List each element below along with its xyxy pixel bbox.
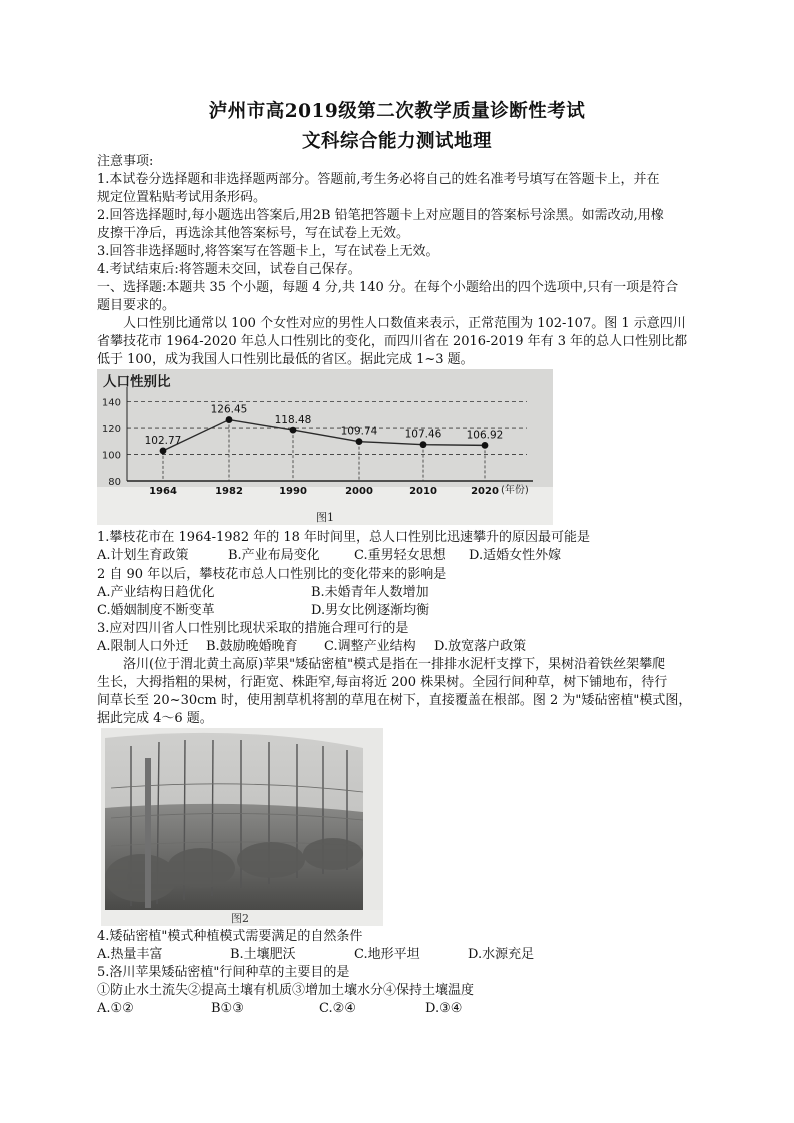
data-point [290, 427, 297, 434]
q1-option-d[interactable]: D.适婚女性外嫁 [469, 548, 562, 563]
q2-option-a[interactable]: A.产业结构日趋优化 [97, 585, 215, 600]
passage2-line-1: 洛川(位于渭北黄土高原)苹果"矮砧密植"模式是指在一排排水泥杆支撑下，果树沿着铁丝架攀爬 [123, 657, 666, 672]
passage1-line-1: 人口性别比通常以 100 个女性对应的男性人口数值来表示，正常范围为 102-107。图 1 示意四川 [123, 316, 686, 331]
notice-line-3: 3.回答非选择题时,将答案写在答题卡上，写在试卷上无效。 [97, 244, 439, 259]
passage2-line-2: 生长，大拇指粗的果树，行距宽、株距窄,每亩将近 200 株果树。全园行间种草，树下铺地布，待行 [97, 675, 668, 690]
q5-option-a[interactable]: A.①② [97, 1001, 134, 1016]
data-label: 107.46 [404, 428, 442, 441]
notice-heading: 注意事项: [97, 154, 154, 169]
figure-1-caption: 图1 [316, 511, 334, 524]
q2-option-b[interactable]: B.未婚青年人数增加 [311, 585, 429, 600]
q2-stem: 2 自 90 年以后，攀枝花市总人口性别比的变化带来的影响是 [97, 567, 447, 582]
passage1-line-3: 低于 100，成为我国人口性别比最低的省区。据此完成 1~3 题。 [97, 352, 474, 367]
data-point [160, 447, 167, 454]
y-tick-label: 140 [101, 397, 121, 409]
q4-option-b[interactable]: B.土壤肥沃 [230, 947, 296, 962]
x-tick-label: 1982 [215, 486, 243, 497]
q2-options-row2 [97, 602, 429, 621]
notice-line-2b: 皮擦干净后，再选涂其他答案标号，写在试卷上无效。 [97, 226, 410, 241]
q1-option-b[interactable]: B.产业布局变化 [228, 548, 320, 563]
q1-option-a[interactable]: A.计划生育政策 [97, 548, 189, 563]
q3-option-a[interactable]: A.限制人口外迁 [97, 639, 189, 654]
data-point [226, 416, 233, 423]
y-tick-label: 100 [101, 450, 121, 462]
q1-stem: 1.攀枝花市在 1964-1982 年的 18 年时间里，总人口性别比迅速攀升的原因最可能是 [97, 530, 591, 545]
q4-option-c[interactable]: C.地形平坦 [354, 947, 420, 962]
q5-option-c[interactable]: C.②④ [319, 1001, 356, 1016]
notice-line-1b: 规定位置粘贴考试用条形码。 [97, 190, 267, 205]
y-tick-label: 120 [101, 424, 121, 436]
notice-line-4: 4.考试结束后:将答题未交回，试卷自己保存。 [97, 262, 361, 277]
q1-options [97, 547, 561, 566]
q4-options [97, 946, 534, 965]
data-label: 118.48 [274, 414, 312, 427]
sex-ratio-chart [97, 369, 553, 525]
q5-option-d[interactable]: D.③④ [425, 1001, 463, 1016]
q4-option-a[interactable]: A.热量丰富 [97, 947, 163, 962]
data-label: 126.45 [210, 403, 248, 416]
passage1-line-2: 省攀技花市 1964-2020 年总人口性别比的变化，而四川省在 2016-2019 年有 3 年的总人口性别比都 [97, 334, 688, 349]
figure-2-caption: 图2 [231, 912, 249, 925]
exam-subtitle: 文科综合能力测试地理 [301, 131, 492, 152]
q4-option-d[interactable]: D.水源充足 [468, 947, 535, 962]
exam-title: 泸州市高2019级第二次教学质量诊断性考试 [208, 101, 586, 122]
figure-1-chart [97, 369, 553, 525]
x-tick-label: 2020 [471, 486, 499, 497]
q5-stem: 5.洛川苹果矮砧密植"行间种草的主要目的是 [97, 965, 350, 980]
q5-options [97, 1000, 462, 1019]
figure-2-photo [101, 728, 383, 926]
q2-option-c[interactable]: C.婚姻制度不断变革 [97, 603, 215, 618]
x-tick-label: 1990 [279, 486, 307, 497]
q3-stem: 3.应对四川省人口性别比现状采取的措施合理可行的是 [97, 621, 409, 636]
q3-option-b[interactable]: B.鼓励晚婚晚育 [206, 639, 298, 654]
passage2-line-4: 据此完成 4～6 题。 [97, 711, 213, 726]
q5-option-b[interactable]: B①③ [211, 1001, 244, 1016]
section-heading-2: 题目要求的。 [97, 298, 176, 313]
data-label: 106.92 [466, 429, 504, 442]
data-point [356, 438, 363, 445]
data-label: 102.77 [144, 434, 182, 447]
data-point [482, 442, 489, 449]
x-tick-label: 1964 [149, 486, 177, 497]
chart-title: 人口性别比 [103, 374, 171, 390]
data-label: 109.74 [340, 425, 378, 438]
notice-line-1a: 1.本试卷分选择题和非选择题两部分。答题前,考生务必将自己的姓名准考号填写在答题卡上，并在 [97, 172, 660, 187]
q1-option-c[interactable]: C.重男轻女思想 [354, 548, 446, 563]
q2-option-d[interactable]: D.男女比例逐渐均衡 [311, 603, 430, 618]
y-tick-label: 80 [108, 477, 121, 488]
q5-items: ①防止水土流失②提高土壤有机质③增加土壤水分④保持土壤温度 [97, 983, 475, 998]
q2-options-row1 [97, 584, 429, 603]
q3-options [97, 638, 526, 657]
q4-stem: 4.矮砧密植"模式种植模式需要满足的自然条件 [97, 929, 363, 944]
passage2-line-3: 间草长至 20~30cm 时，使用割草机将割的草甩在树下，直接覆盖在根部。图 2 为"矮砧密植"模式图， [97, 693, 692, 708]
orchard-photo [101, 728, 383, 926]
x-tick-label: 2010 [409, 486, 437, 497]
q3-option-c[interactable]: C.调整产业结构 [324, 639, 416, 654]
section-heading-1: 一、选择题:本题共 35 个小题，每题 4 分,共 140 分。在每个小题给出的四个选项中,只有一项是符合 [97, 280, 679, 295]
x-tick-label: 2000 [345, 486, 373, 497]
q3-option-d[interactable]: D.放宽落户政策 [434, 639, 527, 654]
data-point [420, 441, 427, 448]
x-axis-label: (年份) [501, 485, 529, 496]
notice-line-2a: 2.回答选择题时,每小题选出答案后,用2B 铅笔把答题卡上对应题目的答案标号涂黑。如需改动,用橡 [97, 208, 664, 223]
